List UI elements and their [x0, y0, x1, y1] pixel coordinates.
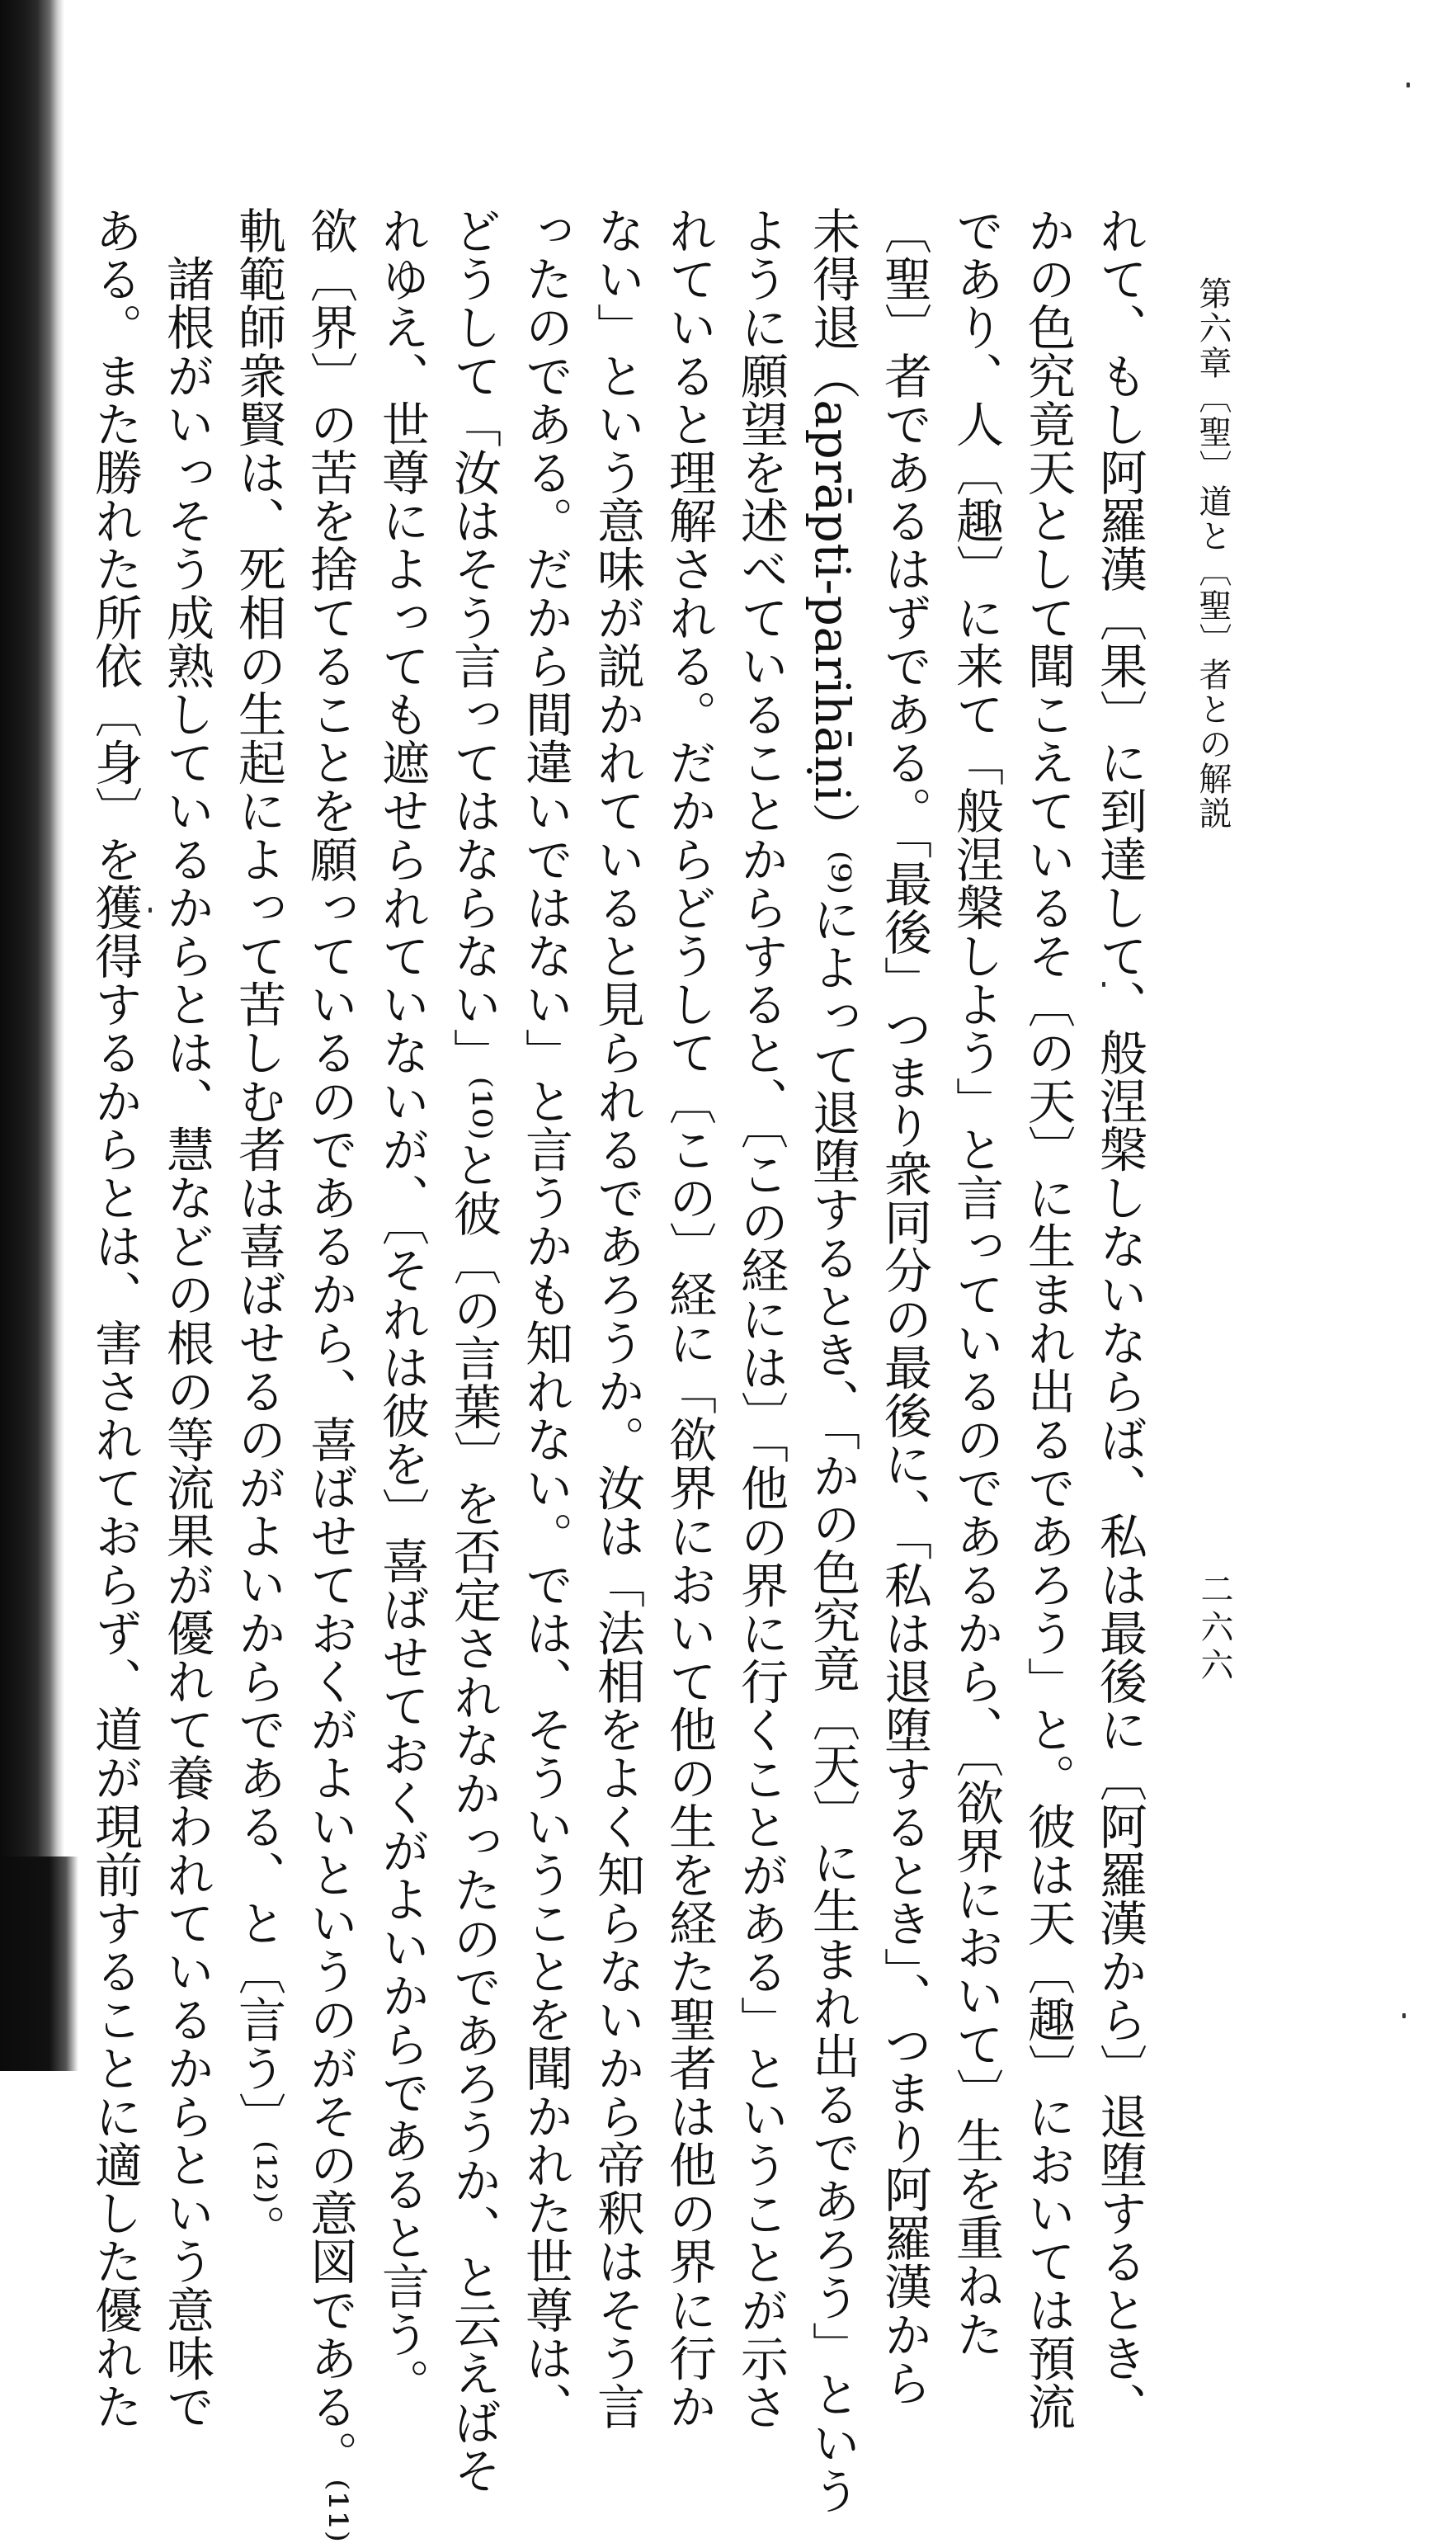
page-number: 二六六	[1195, 1572, 1233, 1686]
text-line: れていると理解される。だからどうして〔この〕経に「欲界において他の生を経た聖者は他の界に行か	[661, 206, 717, 2431]
text-line: かの色究竟天として聞こえているそ〔の天〕に生まれ出るであろう」と。彼は天〔趣〕においては預流	[1020, 206, 1076, 2431]
text-line: 軌範師衆賢は、死相の生起によって苦しむ者は喜ばせるのがよいからである、と〔言う〕⁽¹²⁾。	[230, 206, 286, 2253]
text-line: ある。また勝れた所依〔身〕を獲得するからとは、害されておらず、道が現前することに適した優れた	[87, 206, 143, 2431]
text-line: どうして「汝はそう言ってはならない」⁽¹⁰⁾と彼〔の言葉〕を否定されなかったのであろうか、と云えばそ	[445, 206, 502, 2494]
text-line: れゆえ、世尊によっても遮せられていないが、〔それは彼を〕喜ばせておくがよいからであると言う。	[374, 206, 430, 2407]
text-line: ない」という意味が説かれていると見られるであろうか。汝は「法相をよく知らないから帝釈はそう言	[589, 206, 645, 2431]
text-line: 諸根がいっそう成熟しているからとは、慧などの根の等流果が優れて養われているからという意味で	[158, 206, 214, 2431]
scan-speck	[1402, 2013, 1406, 2018]
scan-edge-shadow-bottom	[0, 1857, 78, 2071]
scan-speck	[1407, 83, 1410, 87]
running-title: 第六章〔聖〕道と〔聖〕者との解説	[1194, 276, 1232, 831]
text-line: 未得退（aprāpti-parihāṇi）⁽⁹⁾によって退堕するとき、「かの色究竟〔天〕に生まれ出るであろう」という	[804, 206, 860, 2515]
text-line: ったのである。だから間違いではない」と言うかも知れない。では、そういうことを聞かれた世尊は、	[517, 206, 573, 2431]
text-line: れて、もし阿羅漢〔果〕に到達して、般涅槃しないならば、私は最後に〔阿羅漢から〕退堕するとき、	[1091, 206, 1147, 2431]
text-line: 欲〔界〕の苦を捨てることを願っているのであるから、喜ばせておくがよいというのがその意図である。⁽¹¹⁾	[302, 206, 358, 2543]
scan-edge-shadow	[0, 0, 64, 2071]
text-line: であり、人〔趣〕に来て「般涅槃しよう」と言っているのであるから、〔欲界において〕生を重ねた	[948, 206, 1004, 2358]
body-text	[87, 206, 1155, 2543]
text-line: 〔聖〕者であるはずである。「最後」つまり衆同分の最後に、「私は退堕するとき」、つまり阿羅漢から	[876, 206, 932, 2408]
text-line: ように願望を述べていることからすると、〔この経には〕「他の界に行くことがある」ということが示さ	[733, 206, 789, 2432]
